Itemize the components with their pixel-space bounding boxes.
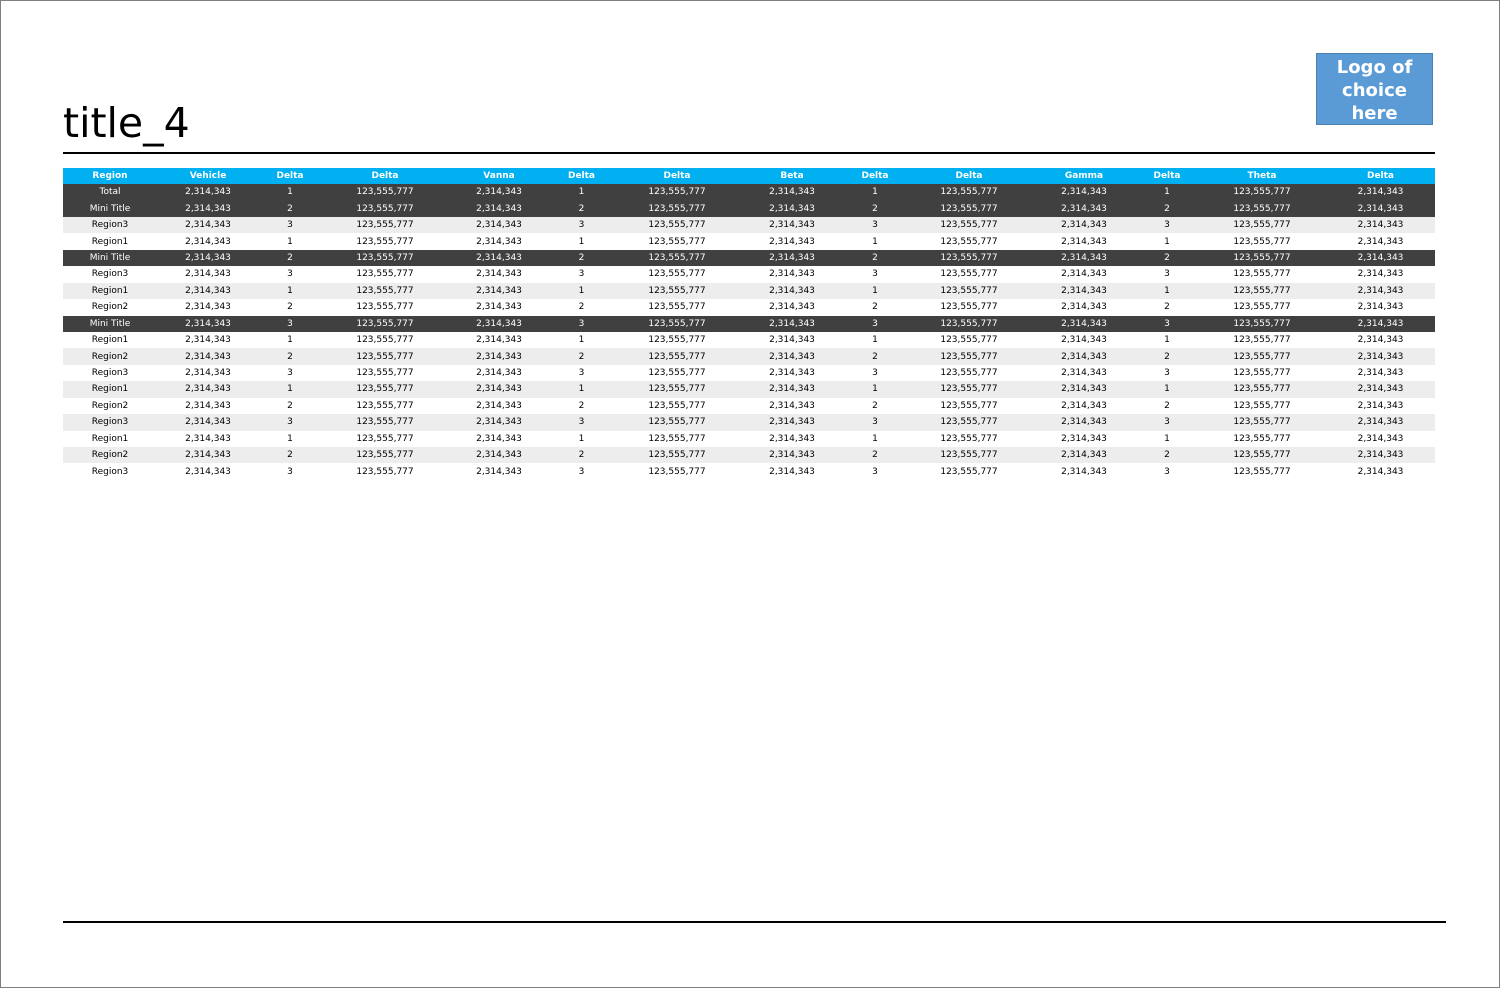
table-cell: 123,555,777 — [614, 266, 740, 282]
table-row — [63, 217, 1435, 233]
table-cell: 123,555,777 — [1198, 200, 1326, 216]
table-row — [63, 283, 1435, 299]
table-cell: 2,314,343 — [1032, 348, 1136, 364]
table-cell: 2,314,343 — [1032, 447, 1136, 463]
table-row — [63, 414, 1435, 430]
column-header: Region — [63, 168, 157, 184]
table-row — [63, 398, 1435, 414]
table-cell: 2 — [1136, 299, 1198, 315]
table-cell: 2,314,343 — [449, 348, 549, 364]
table-cell: 123,555,777 — [1198, 184, 1326, 200]
column-header: Delta — [259, 168, 321, 184]
table-cell: 2 — [259, 299, 321, 315]
table-cell: 2,314,343 — [1326, 463, 1435, 479]
table-cell: 123,555,777 — [906, 283, 1032, 299]
table-cell: 123,555,777 — [321, 414, 449, 430]
row-label-cell: Region3 — [63, 463, 157, 479]
table-cell: 123,555,777 — [906, 217, 1032, 233]
table-header-row — [63, 168, 1435, 184]
table-cell: 123,555,777 — [321, 463, 449, 479]
table-cell: 123,555,777 — [906, 299, 1032, 315]
table-cell: 3 — [259, 316, 321, 332]
table-cell: 123,555,777 — [614, 414, 740, 430]
column-header: Delta — [1136, 168, 1198, 184]
table-cell: 3 — [1136, 316, 1198, 332]
table-cell: 1 — [1136, 184, 1198, 200]
column-header: Gamma — [1032, 168, 1136, 184]
table-cell: 2,314,343 — [449, 283, 549, 299]
table-cell: 123,555,777 — [321, 217, 449, 233]
table-cell: 123,555,777 — [906, 365, 1032, 381]
table-cell: 1 — [549, 283, 614, 299]
page-title: title_4 — [63, 99, 190, 147]
table-cell: 123,555,777 — [906, 184, 1032, 200]
table-cell: 2,314,343 — [157, 316, 259, 332]
row-label-cell: Region2 — [63, 348, 157, 364]
table-cell: 1 — [259, 184, 321, 200]
table-cell: 3 — [1136, 463, 1198, 479]
table-cell: 2,314,343 — [740, 299, 844, 315]
table-cell: 2 — [1136, 398, 1198, 414]
table-cell: 3 — [549, 414, 614, 430]
table-cell: 123,555,777 — [321, 447, 449, 463]
table-row — [63, 381, 1435, 397]
table-cell: 2,314,343 — [740, 431, 844, 447]
table-cell: 2,314,343 — [449, 266, 549, 282]
table-cell: 123,555,777 — [614, 184, 740, 200]
table-cell: 1 — [1136, 431, 1198, 447]
column-header: Delta — [1326, 168, 1435, 184]
table-cell: 2,314,343 — [1032, 250, 1136, 266]
table-cell: 3 — [1136, 414, 1198, 430]
table-cell: 2,314,343 — [740, 398, 844, 414]
table-cell: 2,314,343 — [740, 332, 844, 348]
table-cell: 2,314,343 — [1326, 299, 1435, 315]
table-cell: 123,555,777 — [614, 381, 740, 397]
table-cell: 1 — [844, 332, 906, 348]
table-cell: 123,555,777 — [906, 266, 1032, 282]
table-row-highlight — [63, 200, 1435, 216]
table-cell: 2,314,343 — [1326, 431, 1435, 447]
table-cell: 2,314,343 — [1326, 316, 1435, 332]
table-cell: 123,555,777 — [614, 348, 740, 364]
table-cell: 2,314,343 — [1326, 250, 1435, 266]
table-cell: 2,314,343 — [157, 431, 259, 447]
table-cell: 123,555,777 — [614, 332, 740, 348]
data-table — [63, 168, 1435, 480]
table-cell: 2,314,343 — [1326, 447, 1435, 463]
table-cell: 123,555,777 — [321, 184, 449, 200]
table-cell: 3 — [1136, 266, 1198, 282]
table-cell: 2,314,343 — [1326, 217, 1435, 233]
table-cell: 3 — [844, 266, 906, 282]
table-cell: 2,314,343 — [157, 398, 259, 414]
table-cell: 2,314,343 — [1032, 233, 1136, 249]
table-cell: 2 — [1136, 447, 1198, 463]
table-cell: 2,314,343 — [1326, 233, 1435, 249]
table-cell: 3 — [549, 316, 614, 332]
row-label-cell: Region2 — [63, 447, 157, 463]
table-cell: 2 — [844, 398, 906, 414]
table-cell: 2,314,343 — [157, 283, 259, 299]
table-cell: 2,314,343 — [1032, 200, 1136, 216]
table-cell: 3 — [259, 266, 321, 282]
table-cell: 2,314,343 — [1032, 184, 1136, 200]
table-cell: 2,314,343 — [740, 217, 844, 233]
table-cell: 123,555,777 — [906, 447, 1032, 463]
top-divider — [63, 152, 1435, 154]
table-cell: 2,314,343 — [449, 217, 549, 233]
row-label-cell: Region1 — [63, 332, 157, 348]
table-cell: 2,314,343 — [740, 381, 844, 397]
table-cell: 123,555,777 — [614, 365, 740, 381]
table-row — [63, 463, 1435, 479]
table-cell: 123,555,777 — [614, 316, 740, 332]
table-cell: 2 — [259, 398, 321, 414]
table-cell: 2,314,343 — [1326, 266, 1435, 282]
table-cell: 3 — [259, 365, 321, 381]
table-row — [63, 431, 1435, 447]
table-cell: 2,314,343 — [449, 332, 549, 348]
table-cell: 123,555,777 — [1198, 431, 1326, 447]
table-cell: 2,314,343 — [1326, 398, 1435, 414]
table-cell: 2,314,343 — [449, 381, 549, 397]
table-cell: 123,555,777 — [1198, 447, 1326, 463]
table-row — [63, 299, 1435, 315]
table-cell: 1 — [1136, 233, 1198, 249]
table-cell: 2,314,343 — [157, 299, 259, 315]
table-cell: 2,314,343 — [1032, 398, 1136, 414]
table-cell: 2,314,343 — [157, 332, 259, 348]
table-cell: 2,314,343 — [157, 463, 259, 479]
table-cell: 3 — [549, 463, 614, 479]
table-cell: 2,314,343 — [157, 250, 259, 266]
table-cell: 2,314,343 — [1326, 365, 1435, 381]
table-cell: 1 — [844, 233, 906, 249]
table-cell: 2,314,343 — [157, 184, 259, 200]
table-cell: 1 — [549, 233, 614, 249]
table-cell: 123,555,777 — [614, 398, 740, 414]
table-cell: 2,314,343 — [1326, 414, 1435, 430]
table-cell: 2 — [259, 447, 321, 463]
table-cell: 123,555,777 — [614, 217, 740, 233]
table-cell: 123,555,777 — [614, 431, 740, 447]
table-cell: 2,314,343 — [740, 200, 844, 216]
row-label-cell: Region2 — [63, 299, 157, 315]
table-cell: 123,555,777 — [321, 299, 449, 315]
table-cell: 123,555,777 — [1198, 414, 1326, 430]
table-cell: 2,314,343 — [1326, 283, 1435, 299]
column-header: Delta — [844, 168, 906, 184]
table-cell: 123,555,777 — [614, 283, 740, 299]
logo-placeholder: Logo of choice here — [1316, 53, 1433, 125]
table-cell: 2 — [844, 447, 906, 463]
table-cell: 2,314,343 — [157, 200, 259, 216]
table-cell: 123,555,777 — [906, 250, 1032, 266]
table-cell: 123,555,777 — [321, 233, 449, 249]
table-cell: 123,555,777 — [1198, 233, 1326, 249]
table-cell: 2,314,343 — [157, 447, 259, 463]
table-cell: 2,314,343 — [1326, 332, 1435, 348]
table-cell: 123,555,777 — [906, 463, 1032, 479]
table-cell: 1 — [259, 381, 321, 397]
table-cell: 1 — [259, 332, 321, 348]
table-cell: 123,555,777 — [614, 447, 740, 463]
table-cell: 1 — [259, 283, 321, 299]
table-cell: 3 — [549, 217, 614, 233]
table-cell: 123,555,777 — [1198, 398, 1326, 414]
table-cell: 1 — [844, 184, 906, 200]
table-cell: 1 — [844, 431, 906, 447]
table-cell: 1 — [549, 431, 614, 447]
table-cell: 3 — [259, 463, 321, 479]
table-row — [63, 332, 1435, 348]
row-label-cell: Total — [63, 184, 157, 200]
row-label-cell: Region1 — [63, 431, 157, 447]
table-cell: 2 — [259, 200, 321, 216]
table-body — [63, 184, 1435, 480]
table-cell: 2 — [259, 348, 321, 364]
table-cell: 2 — [844, 348, 906, 364]
table-cell: 2,314,343 — [157, 348, 259, 364]
table-cell: 3 — [259, 217, 321, 233]
table-row — [63, 348, 1435, 364]
table-cell: 2,314,343 — [1032, 299, 1136, 315]
table-cell: 2,314,343 — [740, 463, 844, 479]
table-cell: 123,555,777 — [906, 233, 1032, 249]
table-cell: 123,555,777 — [1198, 463, 1326, 479]
row-label-cell: Region1 — [63, 381, 157, 397]
table-cell: 123,555,777 — [321, 200, 449, 216]
table-cell: 1 — [549, 184, 614, 200]
table-cell: 2,314,343 — [449, 233, 549, 249]
table-cell: 123,555,777 — [614, 463, 740, 479]
table-cell: 2,314,343 — [1032, 283, 1136, 299]
table-row-highlight — [63, 184, 1435, 200]
table-cell: 3 — [1136, 217, 1198, 233]
table-cell: 2,314,343 — [740, 348, 844, 364]
table-cell: 2 — [844, 200, 906, 216]
table-cell: 123,555,777 — [321, 431, 449, 447]
table-cell: 123,555,777 — [906, 431, 1032, 447]
table-cell: 123,555,777 — [1198, 365, 1326, 381]
table-cell: 3 — [259, 414, 321, 430]
table-cell: 123,555,777 — [321, 381, 449, 397]
table-cell: 2,314,343 — [740, 250, 844, 266]
table-cell: 2,314,343 — [1032, 431, 1136, 447]
table-cell: 123,555,777 — [906, 381, 1032, 397]
table-cell: 2,314,343 — [449, 414, 549, 430]
column-header: Delta — [906, 168, 1032, 184]
table-cell: 123,555,777 — [321, 283, 449, 299]
table-cell: 2,314,343 — [449, 398, 549, 414]
table-cell: 2,314,343 — [1326, 348, 1435, 364]
table-cell: 123,555,777 — [1198, 332, 1326, 348]
table-cell: 1 — [259, 233, 321, 249]
table-cell: 2 — [1136, 250, 1198, 266]
row-label-cell: Mini Title — [63, 250, 157, 266]
bottom-divider — [63, 921, 1446, 923]
table-cell: 123,555,777 — [614, 299, 740, 315]
row-label-cell: Mini Title — [63, 316, 157, 332]
table-cell: 2,314,343 — [1032, 332, 1136, 348]
table-cell: 1 — [1136, 332, 1198, 348]
column-header: Delta — [549, 168, 614, 184]
table-cell: 2,314,343 — [740, 283, 844, 299]
table-cell: 2,314,343 — [449, 463, 549, 479]
table-cell: 3 — [844, 414, 906, 430]
table-cell: 123,555,777 — [1198, 381, 1326, 397]
table-cell: 2,314,343 — [740, 266, 844, 282]
table-cell: 1 — [549, 381, 614, 397]
table-cell: 1 — [549, 332, 614, 348]
table-cell: 2,314,343 — [1032, 365, 1136, 381]
table-cell: 3 — [844, 316, 906, 332]
table-cell: 123,555,777 — [1198, 217, 1326, 233]
table-cell: 3 — [844, 217, 906, 233]
table-cell: 123,555,777 — [906, 414, 1032, 430]
table-cell: 2,314,343 — [1032, 316, 1136, 332]
table-cell: 2,314,343 — [157, 233, 259, 249]
table-cell: 2 — [549, 299, 614, 315]
table-cell: 123,555,777 — [321, 365, 449, 381]
column-header: Delta — [321, 168, 449, 184]
table-cell: 1 — [844, 283, 906, 299]
table-cell: 123,555,777 — [1198, 299, 1326, 315]
table-cell: 2,314,343 — [1326, 200, 1435, 216]
column-header: Theta — [1198, 168, 1326, 184]
column-header: Delta — [614, 168, 740, 184]
table-cell: 2 — [549, 447, 614, 463]
table-cell: 123,555,777 — [321, 316, 449, 332]
table-cell: 2,314,343 — [157, 381, 259, 397]
table-cell: 123,555,777 — [321, 250, 449, 266]
column-header: Vanna — [449, 168, 549, 184]
table-cell: 1 — [259, 431, 321, 447]
row-label-cell: Region3 — [63, 266, 157, 282]
table-cell: 2,314,343 — [449, 365, 549, 381]
table-cell: 2,314,343 — [157, 217, 259, 233]
table-cell: 2 — [844, 299, 906, 315]
table-cell: 2 — [1136, 200, 1198, 216]
table-cell: 123,555,777 — [321, 266, 449, 282]
table-cell: 2,314,343 — [449, 299, 549, 315]
table-cell: 123,555,777 — [1198, 266, 1326, 282]
table-cell: 2 — [549, 250, 614, 266]
table-row-highlight — [63, 250, 1435, 266]
table-cell: 123,555,777 — [614, 233, 740, 249]
table-cell: 123,555,777 — [321, 398, 449, 414]
table-cell: 2,314,343 — [157, 266, 259, 282]
table-cell: 2 — [1136, 348, 1198, 364]
table-cell: 2,314,343 — [449, 184, 549, 200]
table-cell: 123,555,777 — [1198, 283, 1326, 299]
table-cell: 2,314,343 — [1326, 184, 1435, 200]
row-label-cell: Region3 — [63, 414, 157, 430]
table-cell: 123,555,777 — [906, 200, 1032, 216]
table-cell: 2,314,343 — [449, 431, 549, 447]
table-cell: 2,314,343 — [1032, 217, 1136, 233]
row-label-cell: Region2 — [63, 398, 157, 414]
table-cell: 123,555,777 — [1198, 250, 1326, 266]
table-cell: 123,555,777 — [614, 200, 740, 216]
table-cell: 2,314,343 — [449, 200, 549, 216]
table-cell: 1 — [1136, 381, 1198, 397]
column-header: Vehicle — [157, 168, 259, 184]
row-label-cell: Region3 — [63, 365, 157, 381]
table-cell: 2,314,343 — [740, 414, 844, 430]
table-cell: 2 — [549, 200, 614, 216]
table-cell: 2,314,343 — [157, 365, 259, 381]
table-row — [63, 365, 1435, 381]
table-cell: 2,314,343 — [740, 184, 844, 200]
table-row — [63, 233, 1435, 249]
table-cell: 3 — [549, 266, 614, 282]
table-cell: 2 — [549, 348, 614, 364]
table-cell: 2,314,343 — [1326, 381, 1435, 397]
column-header: Beta — [740, 168, 844, 184]
table-cell: 2 — [259, 250, 321, 266]
table-row-highlight — [63, 316, 1435, 332]
table-cell: 1 — [1136, 283, 1198, 299]
table-cell: 2,314,343 — [740, 316, 844, 332]
table-row — [63, 266, 1435, 282]
table-cell: 123,555,777 — [906, 332, 1032, 348]
table-cell: 2,314,343 — [157, 414, 259, 430]
table-cell: 123,555,777 — [321, 332, 449, 348]
table-cell: 2,314,343 — [740, 365, 844, 381]
table-cell: 2,314,343 — [449, 250, 549, 266]
row-label-cell: Region1 — [63, 283, 157, 299]
table-cell: 3 — [844, 365, 906, 381]
table-cell: 2,314,343 — [449, 447, 549, 463]
table-cell: 123,555,777 — [906, 316, 1032, 332]
table-cell: 2 — [844, 250, 906, 266]
row-label-cell: Mini Title — [63, 200, 157, 216]
table-cell: 2,314,343 — [1032, 266, 1136, 282]
table-cell: 2 — [549, 398, 614, 414]
table-cell: 3 — [1136, 365, 1198, 381]
table-row — [63, 447, 1435, 463]
table-cell: 123,555,777 — [906, 398, 1032, 414]
row-label-cell: Region3 — [63, 217, 157, 233]
table-cell: 2,314,343 — [740, 447, 844, 463]
table-cell: 2,314,343 — [1032, 414, 1136, 430]
table-cell: 3 — [844, 463, 906, 479]
table-cell: 2,314,343 — [1032, 381, 1136, 397]
table-cell: 2,314,343 — [740, 233, 844, 249]
table-cell: 1 — [844, 381, 906, 397]
table-cell: 2,314,343 — [449, 316, 549, 332]
table-cell: 123,555,777 — [906, 348, 1032, 364]
table-cell: 123,555,777 — [1198, 348, 1326, 364]
table-cell: 123,555,777 — [321, 348, 449, 364]
table-cell: 123,555,777 — [614, 250, 740, 266]
table-cell: 2,314,343 — [1032, 463, 1136, 479]
table-cell: 123,555,777 — [1198, 316, 1326, 332]
table-cell: 3 — [549, 365, 614, 381]
row-label-cell: Region1 — [63, 233, 157, 249]
